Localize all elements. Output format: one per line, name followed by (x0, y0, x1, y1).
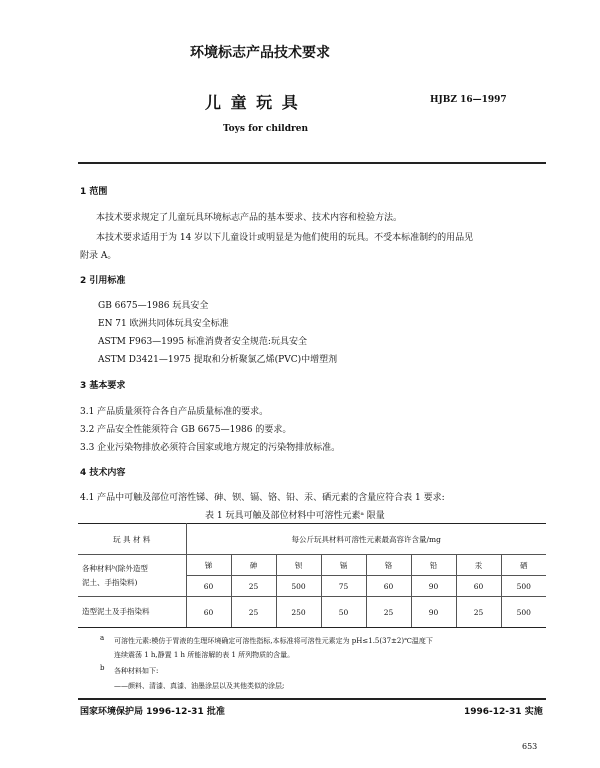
note-a-line: 连续震荡 1 h,静置 1 h 所能溶解的表 1 所列物质的含量。 (114, 651, 295, 659)
table-cell: 50 (321, 597, 366, 628)
table-cell: 60 (186, 597, 231, 628)
element-header: 铬 (366, 555, 411, 576)
reference-item: GB 6675—1986 玩具安全 (98, 301, 209, 311)
requirement-item: 3.3 企业污染物排放必须符合国家或地方规定的污染物排放标准。 (80, 443, 341, 453)
note-a-line: 可溶性元素:模仿于胃液的生理环境确定可溶性指标,本标准将可溶性元素定为 pH≤1.5(37±2)℃温度下 (114, 637, 433, 645)
section-1-paragraph-2: 本技术要求适用于为 14 岁以下儿童设计或明显是为他们使用的玩具。不受本标准制约的用品见 (96, 233, 474, 243)
row-label-line: 泥土、手指染料) (82, 577, 138, 587)
table-cell: 500 (501, 576, 546, 597)
section-4-heading: 4 技术内容 (80, 468, 126, 478)
standard-code: HJBZ 16—1997 (430, 95, 507, 105)
document-title: 儿 童 玩 具 (205, 93, 300, 112)
table-row-label: 造型泥土及手指染料 (78, 597, 186, 628)
reference-item: ASTM F963—1995 标准消费者安全规范:玩具安全 (98, 337, 307, 347)
note-b-line: 各种材料如下: (114, 667, 159, 675)
table-cell: 25 (456, 597, 501, 628)
note-a-marker: a (100, 634, 105, 642)
table-cell: 25 (231, 576, 276, 597)
header-rule (78, 162, 546, 164)
reference-item: EN 71 欧洲共同体玩具安全标准 (98, 319, 229, 329)
section-1-paragraph-1: 本技术要求规定了儿童玩具环境标志产品的基本要求、技术内容和检验方法。 (96, 213, 403, 223)
table-caption: 表 1 玩具可触及部位材料中可溶性元素ᵃ 限量 (205, 511, 385, 521)
table-cell: 60 (186, 576, 231, 597)
row-label-line: 各种材料ᵇ(除外造型 (82, 563, 148, 573)
element-header: 铅 (411, 555, 456, 576)
element-header: 汞 (456, 555, 501, 576)
table-cell: 500 (501, 597, 546, 628)
table-cell: 60 (456, 576, 501, 597)
limits-table (78, 523, 546, 628)
table-header-material: 玩 具 材 料 (78, 524, 186, 555)
table-row-label (78, 555, 186, 597)
requirement-item: 3.1 产品质量须符合各自产品质量标准的要求。 (80, 407, 269, 417)
element-header: 硒 (501, 555, 546, 576)
series-title: 环境标志产品技术要求 (190, 45, 330, 61)
section-4-paragraph-1: 4.1 产品中可触及部位可溶性锑、砷、钡、镉、铬、铅、汞、硒元素的含量应符合表 1 要求: (80, 493, 445, 503)
section-3-heading: 3 基本要求 (80, 381, 126, 391)
note-b-marker: b (100, 664, 105, 672)
table-cell: 90 (411, 576, 456, 597)
table-header-values: 每公斤玩具材料可溶性元素最高容许含量/mg (186, 524, 546, 555)
page-number: 653 (522, 742, 538, 751)
table-cell: 90 (411, 597, 456, 628)
section-1-heading: 1 范围 (80, 187, 108, 197)
reference-item: ASTM D3421—1975 提取和分析聚氯乙烯(PVC)中增塑剂 (98, 355, 338, 365)
table-cell: 60 (366, 576, 411, 597)
note-b-line: ——颜料、清漆、真漆、油墨涂层以及其他类似的涂层; (114, 682, 285, 690)
element-header: 砷 (231, 555, 276, 576)
section-1-paragraph-2-cont: 附录 A。 (80, 251, 117, 261)
footer-rule (78, 698, 546, 700)
table-cell: 25 (366, 597, 411, 628)
requirement-item: 3.2 产品安全性能须符合 GB 6675—1986 的要求。 (80, 425, 292, 435)
table-row (78, 597, 546, 628)
table-cell: 500 (276, 576, 321, 597)
section-2-heading: 2 引用标准 (80, 276, 126, 286)
table-cell: 250 (276, 597, 321, 628)
table-cell: 25 (231, 597, 276, 628)
element-header: 锑 (186, 555, 231, 576)
element-header: 钡 (276, 555, 321, 576)
element-header: 镉 (321, 555, 366, 576)
implementation-text: 1996-12-31 实施 (464, 707, 543, 717)
table-cell: 75 (321, 576, 366, 597)
english-title: Toys for children (223, 124, 309, 134)
approval-text: 国家环境保护局 1996-12-31 批准 (80, 707, 225, 717)
